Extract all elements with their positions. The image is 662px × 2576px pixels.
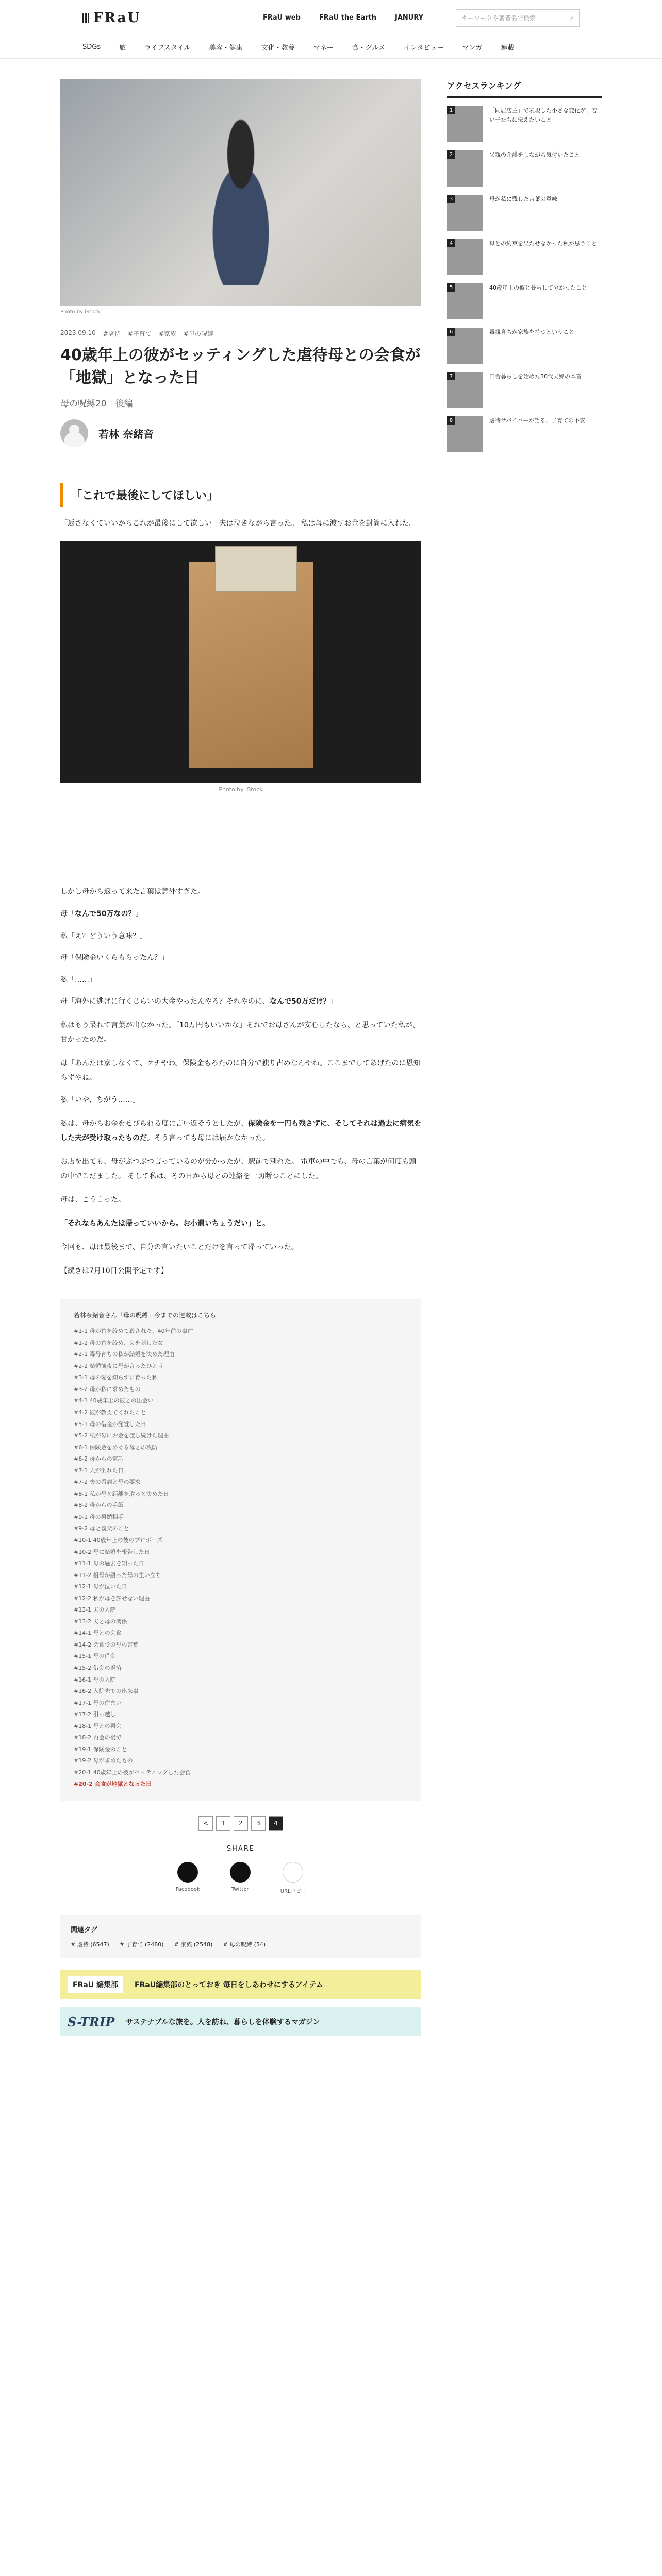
toc-item[interactable]: #11-1 母の過去を知った日: [74, 1560, 144, 1567]
toc-item[interactable]: #1-2 母の首を絞め、父を刺した女: [74, 1339, 163, 1346]
share-label: Facebook: [175, 1887, 200, 1893]
ad-space: [60, 793, 421, 875]
paragraph: 私はもう呆れて言葉が出なかった。「10万円もいいかな」それでお母さんが安心したなら、と思っていた私が、甘かったのだ。: [60, 1021, 420, 1044]
paragraph-emphasis: 保険金を一円も残さずに、そしてそれは過去に病気をした夫が受け取ったものだ: [60, 1119, 421, 1142]
ranking-number: 7: [447, 372, 455, 380]
toc-item[interactable]: #16-2 入院先での出来事: [74, 1688, 139, 1695]
banner-s-trip[interactable]: [60, 2007, 421, 2036]
paragraph-text: 私は、母からお金をせびられる度に言い返そうとしたが、: [60, 1119, 248, 1128]
pager-prev[interactable]: <: [198, 1816, 213, 1831]
top-bar: [0, 0, 662, 36]
series-toc: [60, 1299, 421, 1801]
pager-page[interactable]: 3: [251, 1816, 266, 1831]
toc-item[interactable]: #15-2 借金の返済: [74, 1665, 122, 1672]
toc-item[interactable]: #12-2 私が母を許せない理由: [74, 1595, 150, 1602]
author-avatar[interactable]: [60, 419, 88, 447]
ranking-item[interactable]: [447, 416, 602, 452]
share-copy-url[interactable]: [280, 1862, 306, 1894]
ranking-title-text[interactable]: 毒親育ちが家族を持つということ: [489, 329, 574, 335]
ranking-number: 3: [447, 195, 455, 203]
category-nav: [0, 36, 662, 59]
ranking-number: 4: [447, 239, 455, 247]
ranking-item[interactable]: [447, 372, 602, 408]
ranking-number: 8: [447, 416, 455, 425]
toc-item[interactable]: #20-1 40歳年上の彼がセッティングした会食: [74, 1769, 191, 1776]
toc-heading: 若林奈緒音さん「母の呪縛」今までの連載はこちら: [74, 1311, 217, 1319]
toc-item[interactable]: #7-1 夫が倒れた日: [74, 1467, 124, 1474]
search-icon[interactable]: ⌕: [570, 14, 574, 21]
toc-item[interactable]: #5-2 私が母にお金を渡し続けた理由: [74, 1432, 169, 1439]
toc-item[interactable]: #16-1 母の入院: [74, 1676, 116, 1683]
related-tag[interactable]: # 虐待 (6547): [71, 1941, 109, 1948]
toc-item[interactable]: #8-1 私が母と距離を取ると決めた日: [74, 1490, 169, 1497]
paragraph-text: 。そう言っても母には届かなかった。: [147, 1133, 270, 1142]
dialogue-line: [60, 995, 421, 1009]
image-credit: Photo by iStock: [219, 786, 263, 793]
ranking-title: アクセスランキング: [447, 79, 602, 98]
site-link-janury[interactable]: JANURY: [394, 14, 424, 22]
toc-item[interactable]: #4-1 40歳年上の彼との出会い: [74, 1397, 154, 1404]
toc-item[interactable]: #18-1 母との再会: [74, 1722, 122, 1730]
nav-sdgs[interactable]: SDGs: [82, 43, 101, 51]
ranking-item[interactable]: [447, 239, 602, 275]
toc-item[interactable]: #17-1 母の住まい: [74, 1699, 122, 1706]
search-placeholder: キーワードや著者名で検索: [461, 14, 536, 22]
paragraph-emphasis: 「それならあんたは帰っていいから。お小遣いちょうだい」と。: [60, 1219, 270, 1228]
dialogue-text: 母「海外に逃げに行くじらいの大金やったんやろ？それやのに、: [60, 997, 270, 1006]
ranking-title-text[interactable]: 虐待サバイバーが語る、子育ての不安: [489, 417, 586, 424]
toc-item[interactable]: #15-1 母の借金: [74, 1653, 116, 1660]
pager-current[interactable]: 4: [269, 1816, 283, 1831]
dialogue-line: [60, 907, 421, 921]
dialogue-line: 私「え？どういう意味？」: [60, 931, 147, 940]
dialogue-text: 」: [135, 910, 143, 918]
dialogue-emphasis: なんで50万なの？: [75, 910, 136, 918]
related-tags-label: 関連タグ: [71, 1926, 98, 1935]
paragraph: しかし母から返って来た言葉は意外すぎた。: [60, 888, 205, 896]
ranking-list: [447, 106, 602, 452]
envelope-shape: [189, 562, 313, 768]
toc-item[interactable]: #14-2 会食での母の言葉: [74, 1641, 139, 1648]
toc-item[interactable]: #11-2 祖母が語った母の生い立ち: [74, 1571, 161, 1579]
share-label: Twitter: [231, 1887, 249, 1893]
link-icon[interactable]: [283, 1862, 303, 1883]
toc-item[interactable]: #18-2 再会の後で: [74, 1734, 122, 1741]
toc-item[interactable]: #6-1 保険金をめぐる母との攻防: [74, 1444, 158, 1451]
site-link-earth[interactable]: FRaU the Earth: [319, 14, 376, 22]
ranking-number: 1: [447, 106, 455, 114]
ranking-title-text[interactable]: 母が私に残した言葉の意味: [489, 196, 557, 202]
toc-item[interactable]: #17-2 引っ越し: [74, 1711, 116, 1718]
section-heading: 「これで最後にしてほしい」: [60, 483, 421, 507]
nav-culture[interactable]: 文化・教養: [261, 44, 295, 52]
site-logo[interactable]: [82, 10, 186, 26]
ranking-title-text[interactable]: 父親の介護をしながら気付いたこと: [489, 151, 580, 158]
nav-beauty[interactable]: 美容・健康: [209, 44, 243, 52]
pager-page[interactable]: 2: [234, 1816, 248, 1831]
paragraph: 母「あんたは家しなくて、ケチやわ。保険金もろたのに自分で独り占めなんやね。ここまでしてあげたのに恩知らずやね。」: [60, 1059, 421, 1082]
article-series: 母の呪縛20 後編: [60, 399, 133, 409]
dialogue-emphasis: なんで50万だけ？: [270, 997, 330, 1006]
banner-tag: FRaU 編集部: [68, 1976, 123, 1993]
share-facebook[interactable]: [176, 1862, 200, 1894]
author-name[interactable]: 若林 奈緒音: [98, 428, 154, 440]
hero-figure: [189, 110, 292, 285]
share-twitter[interactable]: [230, 1862, 251, 1894]
nav-money[interactable]: マネー: [313, 44, 334, 52]
search-input[interactable]: [456, 9, 580, 27]
toc-item[interactable]: #13-2 夫と母の関係: [74, 1618, 127, 1625]
pagination: [60, 1816, 421, 1831]
nav-food[interactable]: 食・グルメ: [352, 44, 385, 52]
nav-manga[interactable]: マンガ: [462, 44, 483, 52]
toc-item[interactable]: #6-2 母からの電話: [74, 1455, 124, 1463]
related-tag[interactable]: # 家族 (2548): [174, 1941, 213, 1948]
ranking-number: 2: [447, 150, 455, 159]
hero-credit: Photo by iStock: [60, 309, 101, 315]
pager-page[interactable]: 1: [216, 1816, 230, 1831]
share-title: SHARE: [226, 1845, 255, 1853]
related-tags: [60, 1915, 421, 1958]
ranking-title-text[interactable]: 田舎暮らしを始めた30代夫婦の本音: [489, 373, 582, 380]
banknotes-shape: [215, 546, 297, 592]
toc-item[interactable]: #2-1 毒母育ちの私が結婚を決めた理由: [74, 1351, 175, 1358]
toc-item[interactable]: #3-2 母が私に求めたもの: [74, 1385, 141, 1393]
tag-link[interactable]: #家族: [158, 330, 176, 337]
toc-item[interactable]: #4-2 彼が教えてくれたこと: [74, 1409, 146, 1416]
toc-item[interactable]: #1-1 母が首を絞めて殺された、40年前の事件: [74, 1328, 193, 1335]
paragraph: 「返さなくていいからこれが最後にして欲しい」夫は泣きながら言った。 私は母に渡すお金を封筒に入れた。: [60, 519, 417, 528]
dialogue-line: 私「……」: [60, 975, 96, 984]
toc-item[interactable]: #20-2 会食が地獄となった日: [74, 1781, 152, 1788]
ranking-title-text[interactable]: 母との約束を果たせなかった私が思うこと: [489, 240, 597, 247]
banner-frau-editors[interactable]: [60, 1970, 421, 1999]
toc-item[interactable]: #9-1 母の再婚相手: [74, 1513, 124, 1520]
ranking-number: 6: [447, 328, 455, 336]
paragraph: 母は、こう言った。: [60, 1195, 125, 1204]
share-label: URLコピー: [280, 1889, 306, 1895]
tag-link[interactable]: #子育て: [127, 330, 152, 337]
article-title: 40歳年上の彼がセッティングした虐待母との会食が「地獄」となった日: [60, 346, 421, 387]
ranking-item[interactable]: [447, 150, 602, 187]
paragraph: [60, 1116, 421, 1145]
related-tag[interactable]: # 子育て (2480): [119, 1941, 164, 1948]
tag-link[interactable]: #母の呪縛: [183, 330, 213, 337]
ranking-title-text[interactable]: 「同居店主」で表現した小さな変化が、若い子たちに伝えたいこと: [489, 107, 597, 123]
dialogue-text: 母「: [60, 910, 75, 918]
ranking-item[interactable]: [447, 283, 602, 319]
envelope-image: [60, 541, 421, 783]
toc-item[interactable]: #10-2 母に結婚を報告した日: [74, 1548, 150, 1555]
related-tag[interactable]: # 母の呪縛 (54): [223, 1941, 266, 1948]
toc-item[interactable]: #5-1 母の借金が発覚した日: [74, 1420, 146, 1428]
related-tags-row: [71, 1940, 411, 1948]
ranking-title-text[interactable]: 40歳年上の彼と暮らして分かったこと: [489, 284, 587, 291]
toc-item[interactable]: #7-2 夫の看病と母の要求: [74, 1479, 141, 1486]
site-links: [263, 14, 423, 22]
author-block[interactable]: [60, 419, 421, 447]
facebook-icon[interactable]: [177, 1862, 198, 1883]
nav-travel[interactable]: 旅: [119, 44, 126, 52]
sidebar: [447, 79, 602, 452]
toc-item[interactable]: #19-1 保険金のこと: [74, 1745, 127, 1753]
paragraph: お店を出ても、母がぶつぶつ言っているのが分かったが、駅前で別れた。 電車の中でも、母の言葉が何度も頭の中でこだました。 そして私は、その日から母との連絡を一切断つことにした。: [60, 1157, 417, 1180]
banner-text: サステナブルな旅を。人を訪ね、暮らしを体験するマガジン: [126, 2018, 320, 2027]
paragraph: 今回も、母は最後まで、自分の言いたいことだけを言って帰っていった。: [60, 1243, 299, 1251]
toc-item[interactable]: #10-1 40歳年上の彼のプロポーズ: [74, 1537, 163, 1544]
paragraph: [60, 1216, 421, 1231]
toc-item[interactable]: #13-1 夫の入院: [74, 1606, 116, 1614]
ranking-item[interactable]: [447, 195, 602, 231]
logo-mark-icon: [82, 13, 89, 23]
hero-image: [60, 79, 421, 306]
article-meta: [60, 329, 421, 338]
dialogue-line: 母「保険金いくらもらったん？」: [60, 954, 169, 962]
ranking-number: 5: [447, 283, 455, 292]
article: [60, 79, 421, 2036]
nav-interview[interactable]: インタビュー: [403, 44, 444, 52]
nav-series[interactable]: 連載: [501, 44, 515, 52]
toc-item[interactable]: #14-1 母との会食: [74, 1630, 122, 1637]
toc-item[interactable]: #2-2 結婚前夜に母が言ったひと言: [74, 1362, 163, 1369]
toc-item[interactable]: #9-2 母と義父のこと: [74, 1525, 129, 1532]
twitter-icon[interactable]: [230, 1862, 251, 1883]
nav-lifestyle[interactable]: ライフスタイル: [144, 44, 191, 52]
dialogue-text: 」: [330, 997, 338, 1006]
dialogue-line: 私「いや、ちがう……」: [60, 1095, 140, 1104]
ranking-item[interactable]: [447, 328, 602, 364]
article-date: 2023.09.10: [60, 329, 96, 336]
share-buttons: [60, 1862, 421, 1894]
tag-link[interactable]: #虐待: [103, 330, 121, 337]
logo-text: FRaU: [93, 10, 141, 26]
toc-item[interactable]: #3-1 母の愛を知らずに育った私: [74, 1374, 158, 1381]
continue-note: 【続きは7月10日公開予定です】: [60, 1266, 168, 1275]
toc-item[interactable]: #8-2 母からの手紙: [74, 1502, 124, 1509]
toc-item[interactable]: #19-2 母が求めたもの: [74, 1757, 133, 1765]
toc-item[interactable]: #12-1 母が泣いた日: [74, 1583, 127, 1590]
site-link-web[interactable]: FRaU web: [263, 14, 301, 22]
banner-text: FRaU編集部のとっておき 毎日をしあわせにするアイテム: [135, 1981, 323, 1990]
banner-tag: S-TRIP: [68, 2014, 115, 2029]
toc-list: [74, 1326, 408, 1790]
ranking-item[interactable]: [447, 106, 602, 142]
